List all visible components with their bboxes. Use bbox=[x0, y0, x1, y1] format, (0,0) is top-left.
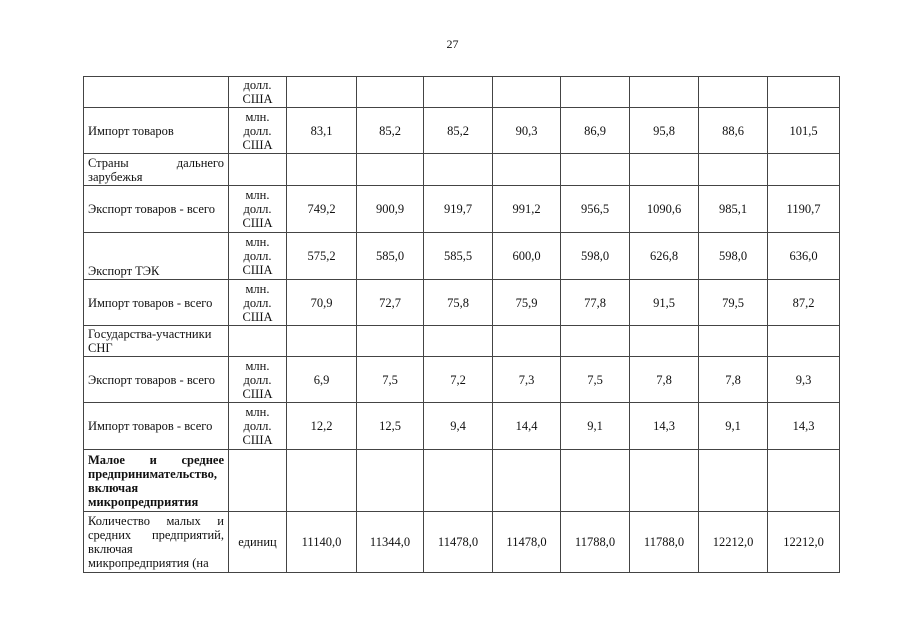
value-cell bbox=[424, 154, 493, 186]
unit-cell bbox=[229, 154, 287, 186]
value-cell: 88,6 bbox=[699, 108, 768, 154]
value-cell: 575,2 bbox=[287, 233, 357, 280]
unit-cell: млн. долл. США bbox=[229, 233, 287, 280]
value-cell bbox=[699, 326, 768, 357]
value-cell: 91,5 bbox=[630, 280, 699, 326]
row-label: Количество малых и средних предприятий, включая микропредприятия (на bbox=[84, 512, 229, 573]
value-cell: 9,4 bbox=[424, 403, 493, 450]
value-cell: 7,8 bbox=[630, 357, 699, 403]
value-cell bbox=[493, 450, 561, 512]
value-cell: 14,4 bbox=[493, 403, 561, 450]
row-label: Страны дальнего зарубежья bbox=[84, 154, 229, 186]
value-cell bbox=[630, 154, 699, 186]
value-cell: 11344,0 bbox=[357, 512, 424, 573]
value-cell: 9,1 bbox=[561, 403, 630, 450]
value-cell: 72,7 bbox=[357, 280, 424, 326]
row-label: Государства-участники СНГ bbox=[84, 326, 229, 357]
value-cell: 956,5 bbox=[561, 186, 630, 233]
table-row bbox=[84, 186, 840, 233]
value-cell: 11478,0 bbox=[493, 512, 561, 573]
value-cell: 600,0 bbox=[493, 233, 561, 280]
unit-cell: млн. долл. США bbox=[229, 357, 287, 403]
value-cell: 6,9 bbox=[287, 357, 357, 403]
table-row bbox=[84, 450, 840, 512]
unit-cell bbox=[229, 450, 287, 512]
value-cell: 919,7 bbox=[424, 186, 493, 233]
value-cell bbox=[768, 450, 840, 512]
value-cell: 9,1 bbox=[699, 403, 768, 450]
value-cell bbox=[699, 450, 768, 512]
value-cell: 9,3 bbox=[768, 357, 840, 403]
value-cell bbox=[561, 450, 630, 512]
statistics-table bbox=[83, 76, 840, 573]
unit-cell: долл. США bbox=[229, 77, 287, 108]
table-row bbox=[84, 280, 840, 326]
value-cell: 7,2 bbox=[424, 357, 493, 403]
value-cell: 1190,7 bbox=[768, 186, 840, 233]
row-label: Импорт товаров - всего bbox=[84, 280, 229, 326]
table-row bbox=[84, 357, 840, 403]
value-cell: 585,5 bbox=[424, 233, 493, 280]
unit-cell: млн. долл. США bbox=[229, 403, 287, 450]
value-cell bbox=[287, 326, 357, 357]
value-cell: 636,0 bbox=[768, 233, 840, 280]
row-label: Экспорт товаров - всего bbox=[84, 186, 229, 233]
value-cell bbox=[699, 77, 768, 108]
unit-cell bbox=[229, 326, 287, 357]
value-cell: 991,2 bbox=[493, 186, 561, 233]
unit-cell: млн. долл. США bbox=[229, 186, 287, 233]
value-cell bbox=[561, 326, 630, 357]
value-cell bbox=[561, 77, 630, 108]
value-cell: 79,5 bbox=[699, 280, 768, 326]
value-cell: 77,8 bbox=[561, 280, 630, 326]
table-row bbox=[84, 326, 840, 357]
value-cell bbox=[768, 326, 840, 357]
row-label: Экспорт товаров - всего bbox=[84, 357, 229, 403]
page-number: 27 bbox=[446, 37, 459, 51]
value-cell: 14,3 bbox=[768, 403, 840, 450]
value-cell: 12,5 bbox=[357, 403, 424, 450]
value-cell: 70,9 bbox=[287, 280, 357, 326]
value-cell bbox=[424, 326, 493, 357]
value-cell: 12,2 bbox=[287, 403, 357, 450]
value-cell: 7,8 bbox=[699, 357, 768, 403]
value-cell: 11478,0 bbox=[424, 512, 493, 573]
value-cell: 585,0 bbox=[357, 233, 424, 280]
value-cell: 87,2 bbox=[768, 280, 840, 326]
value-cell bbox=[630, 450, 699, 512]
value-cell bbox=[424, 77, 493, 108]
value-cell: 11788,0 bbox=[630, 512, 699, 573]
value-cell: 900,9 bbox=[357, 186, 424, 233]
value-cell bbox=[493, 77, 561, 108]
row-label: Импорт товаров - всего bbox=[84, 403, 229, 450]
row-label: Малое и среднее предпринимательство, включая микропредприятия bbox=[84, 450, 229, 512]
unit-cell: единиц bbox=[229, 512, 287, 573]
value-cell: 7,5 bbox=[561, 357, 630, 403]
value-cell bbox=[768, 154, 840, 186]
value-cell: 85,2 bbox=[357, 108, 424, 154]
value-cell bbox=[287, 450, 357, 512]
value-cell bbox=[357, 77, 424, 108]
table-row bbox=[84, 108, 840, 154]
value-cell bbox=[357, 326, 424, 357]
table-row bbox=[84, 403, 840, 450]
value-cell bbox=[768, 77, 840, 108]
value-cell: 1090,6 bbox=[630, 186, 699, 233]
value-cell: 749,2 bbox=[287, 186, 357, 233]
value-cell bbox=[424, 450, 493, 512]
value-cell bbox=[493, 154, 561, 186]
value-cell: 14,3 bbox=[630, 403, 699, 450]
value-cell: 85,2 bbox=[424, 108, 493, 154]
value-cell bbox=[287, 77, 357, 108]
value-cell bbox=[287, 154, 357, 186]
value-cell: 12212,0 bbox=[768, 512, 840, 573]
value-cell: 83,1 bbox=[287, 108, 357, 154]
row-label: Импорт товаров bbox=[84, 108, 229, 154]
value-cell: 985,1 bbox=[699, 186, 768, 233]
row-label: Экспорт ТЭК bbox=[84, 233, 229, 280]
value-cell bbox=[630, 77, 699, 108]
value-cell: 95,8 bbox=[630, 108, 699, 154]
value-cell: 626,8 bbox=[630, 233, 699, 280]
table-row bbox=[84, 512, 840, 573]
value-cell bbox=[699, 154, 768, 186]
value-cell: 90,3 bbox=[493, 108, 561, 154]
value-cell: 598,0 bbox=[561, 233, 630, 280]
table-row bbox=[84, 233, 840, 280]
value-cell: 75,8 bbox=[424, 280, 493, 326]
value-cell: 12212,0 bbox=[699, 512, 768, 573]
row-label bbox=[84, 77, 229, 108]
value-cell: 11140,0 bbox=[287, 512, 357, 573]
unit-cell: млн. долл. США bbox=[229, 108, 287, 154]
table-body bbox=[84, 77, 840, 573]
value-cell: 7,3 bbox=[493, 357, 561, 403]
table-row bbox=[84, 77, 840, 108]
unit-cell: млн. долл. США bbox=[229, 280, 287, 326]
value-cell: 598,0 bbox=[699, 233, 768, 280]
value-cell: 75,9 bbox=[493, 280, 561, 326]
value-cell bbox=[357, 154, 424, 186]
value-cell bbox=[357, 450, 424, 512]
value-cell bbox=[561, 154, 630, 186]
value-cell: 11788,0 bbox=[561, 512, 630, 573]
value-cell bbox=[630, 326, 699, 357]
value-cell: 86,9 bbox=[561, 108, 630, 154]
value-cell: 7,5 bbox=[357, 357, 424, 403]
value-cell bbox=[493, 326, 561, 357]
value-cell: 101,5 bbox=[768, 108, 840, 154]
table-row bbox=[84, 154, 840, 186]
